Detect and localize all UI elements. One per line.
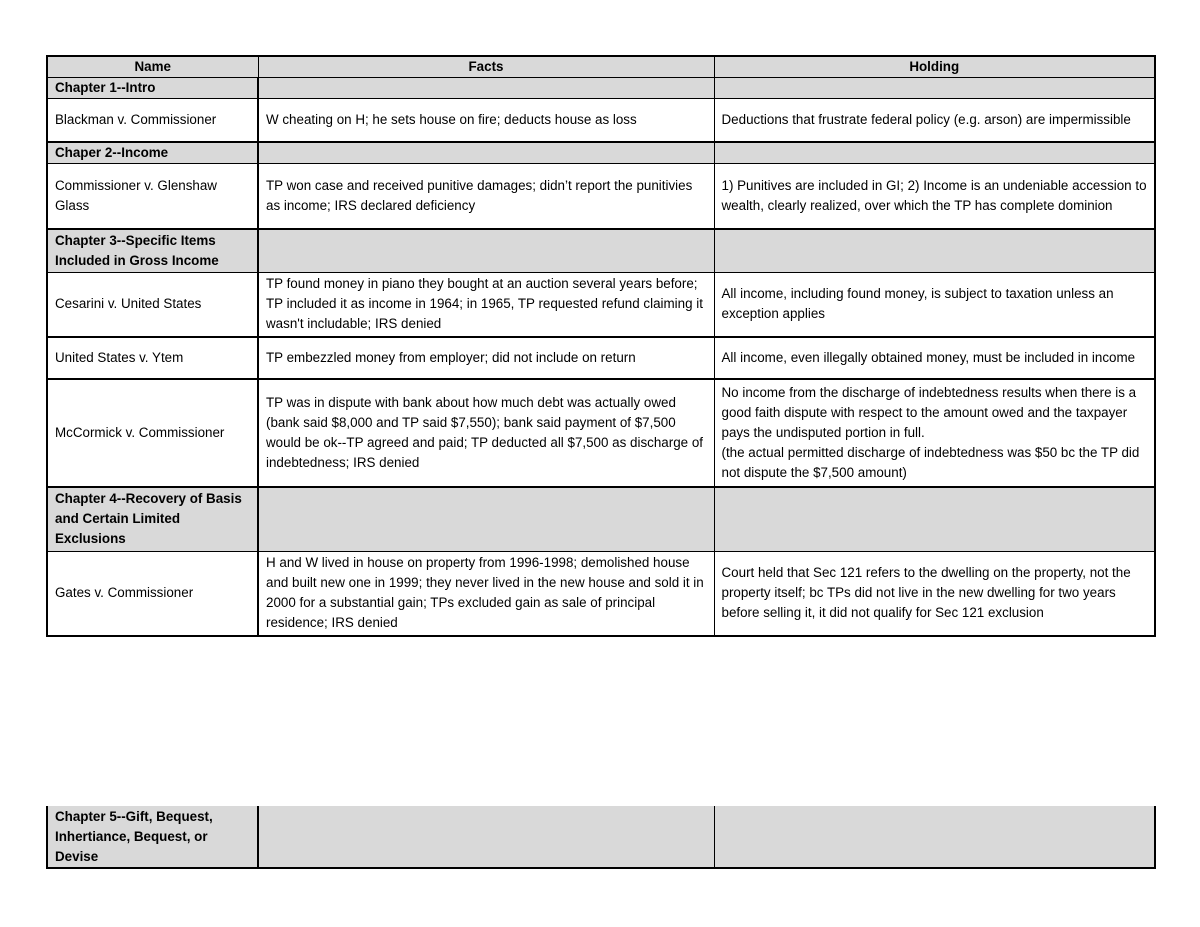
chapter-1-heading: Chapter 1--Intro: [47, 78, 258, 99]
chapter-4-heading: Chapter 4--Recovery of Basis and Certain Limited Exclusions: [47, 487, 258, 551]
empty-cell: [714, 78, 1155, 99]
chapter-row: [47, 487, 1155, 551]
empty-cell: [258, 806, 714, 868]
header-row: [47, 56, 1155, 78]
case-name: Gates v. Commissioner: [47, 551, 258, 636]
holding-note: (the actual permitted discharge of indebtedness was $50 bc the TP did not dispute the $7,500 amount): [721, 445, 1140, 480]
empty-cell: [258, 78, 714, 99]
case-facts: TP found money in piano they bought at an auction several years before; TP included it as income in 1964; in 1965, TP requested refund claiming it wasn't includable; IRS denied: [258, 272, 714, 337]
empty-cell: [714, 487, 1155, 551]
case-holding: [714, 379, 1155, 487]
case-holding: All income, even illegally obtained money, must be included in income: [714, 337, 1155, 379]
chapter-5-heading: Chapter 5--Gift, Bequest, Inhertiance, Bequest, or Devise: [47, 806, 258, 868]
holding-column-header: Holding: [714, 56, 1155, 78]
empty-cell: [258, 229, 714, 272]
case-holding: All income, including found money, is subject to taxation unless an exception applies: [714, 272, 1155, 337]
case-name: Blackman v. Commissioner: [47, 99, 258, 142]
empty-cell: [258, 487, 714, 551]
case-brief-table-continued: [46, 806, 1156, 869]
empty-cell: [714, 142, 1155, 164]
case-holding: 1) Punitives are included in GI; 2) Income is an undeniable accession to wealth, clearly realized, over which the TP has complete dominion: [714, 163, 1155, 229]
name-column-header: Name: [47, 56, 258, 78]
table-row: [47, 99, 1155, 142]
holding-text: No income from the discharge of indebtedness results when there is a good faith dispute with respect to the amount owed and the taxpayer pays the undisputed portion in full.: [721, 385, 1137, 440]
chapter-row: [47, 229, 1155, 272]
case-holding: Court held that Sec 121 refers to the dwelling on the property, not the property itself; bc TPs did not live in the new dwelling for two years before selling it, it did not qualify for Sec 121 exclusion: [714, 551, 1155, 636]
empty-cell: [714, 806, 1155, 868]
chapter-row: [47, 806, 1155, 868]
case-name: McCormick v. Commissioner: [47, 379, 258, 487]
case-facts: TP was in dispute with bank about how much debt was actually owed (bank said $8,000 and TP said $7,550); bank said payment of $7,500 would be ok--TP agreed and paid; TP deducted all $7,500 as discharge of indebtedness; IRS denied: [258, 379, 714, 487]
facts-column-header: Facts: [258, 56, 714, 78]
chapter-row: [47, 142, 1155, 164]
chapter-row: [47, 78, 1155, 99]
table-row: [47, 551, 1155, 636]
case-facts: TP embezzled money from employer; did not include on return: [258, 337, 714, 379]
table-row: [47, 337, 1155, 379]
empty-cell: [714, 229, 1155, 272]
table-row: [47, 379, 1155, 487]
chapter-3-heading: Chapter 3--Specific Items Included in Gross Income: [47, 229, 258, 272]
chapter-2-heading: Chaper 2--Income: [47, 142, 258, 164]
case-brief-table: [46, 55, 1156, 637]
case-name: United States v. Ytem: [47, 337, 258, 379]
case-facts: H and W lived in house on property from 1996-1998; demolished house and built new one in 1999; they never lived in the new house and sold it in 2000 for a substantial gain; TPs excluded gain as sale of principal residence; IRS denied: [258, 551, 714, 636]
table-row: [47, 272, 1155, 337]
case-name: Cesarini v. United States: [47, 272, 258, 337]
empty-cell: [258, 142, 714, 164]
case-name: Commissioner v. Glenshaw Glass: [47, 163, 258, 229]
case-holding: Deductions that frustrate federal policy (e.g. arson) are impermissible: [714, 99, 1155, 142]
table-row: [47, 163, 1155, 229]
case-facts: W cheating on H; he sets house on fire; deducts house as loss: [258, 99, 714, 142]
case-facts: TP won case and received punitive damages; didn’t report the punitivies as income; IRS declared deficiency: [258, 163, 714, 229]
